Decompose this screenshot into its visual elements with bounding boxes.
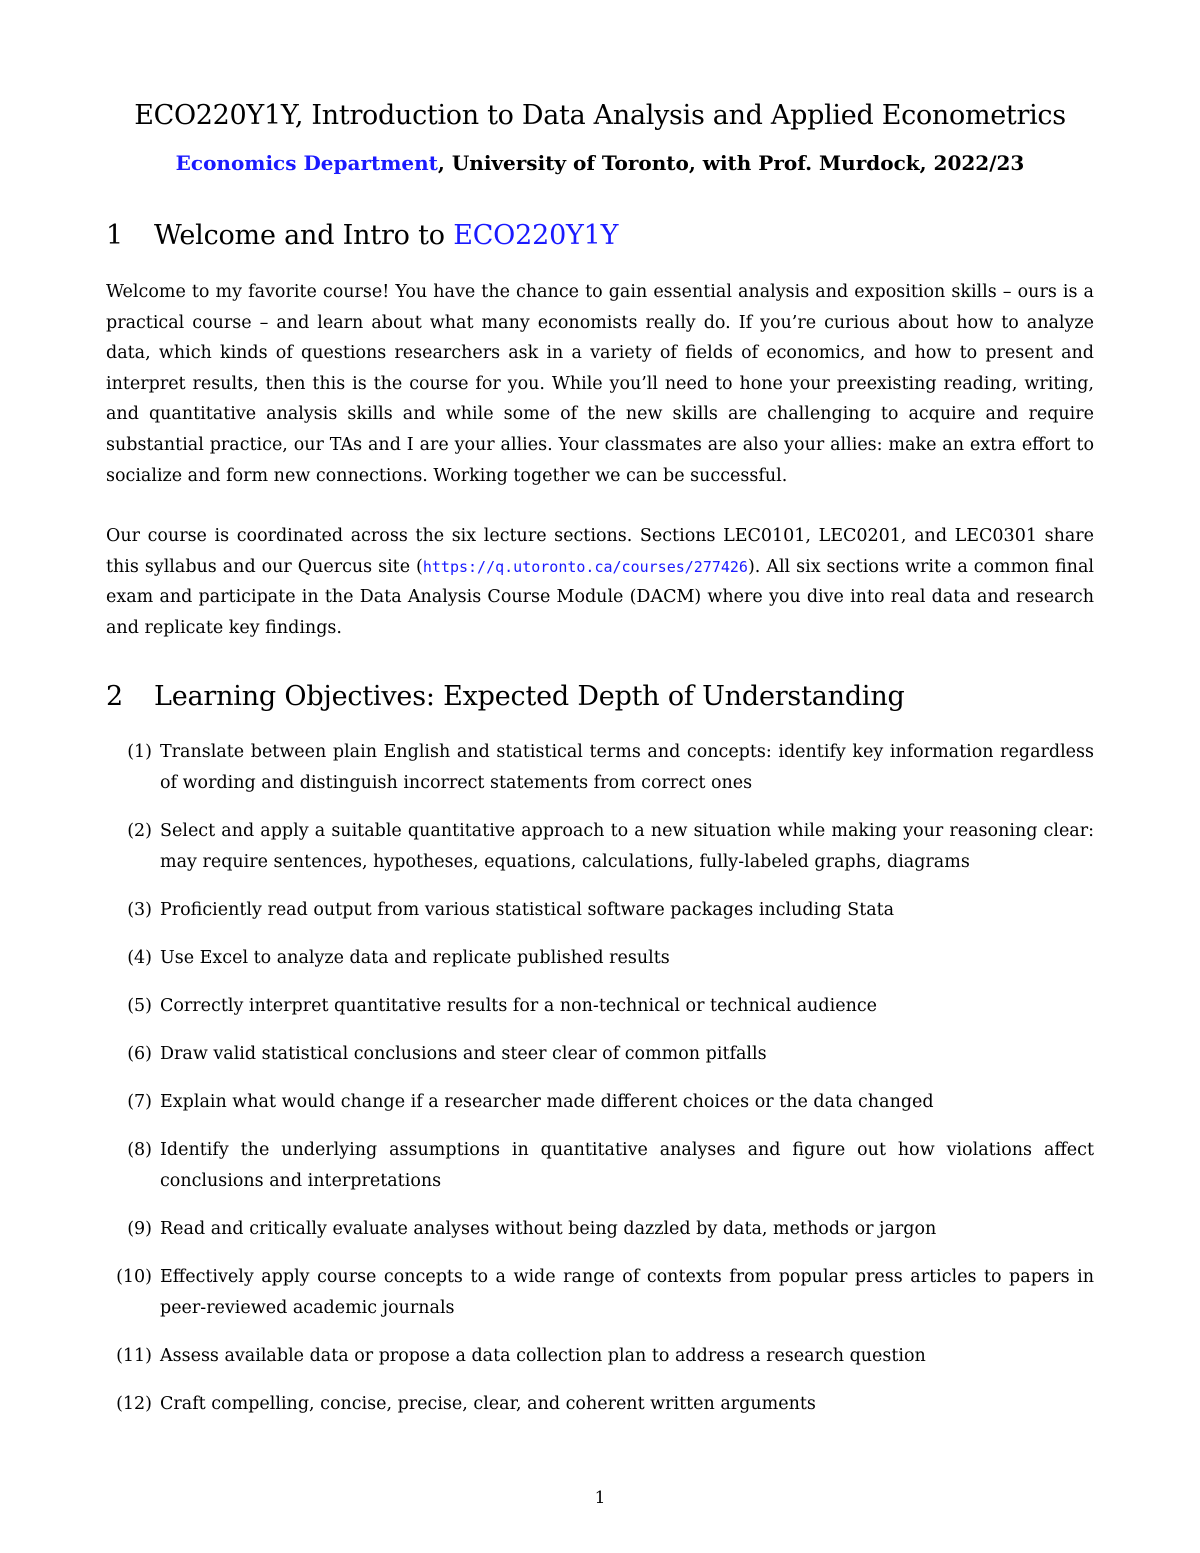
section-2-heading bbox=[106, 681, 905, 712]
document-title: ECO220Y1Y, Introduction to Data Analysis and Applied Econometrics bbox=[134, 100, 1066, 131]
objective-text: Correctly interpret quantitative results for a non-technical or technical audience bbox=[160, 996, 878, 1016]
quercus-url-link[interactable]: https://q.utoronto.ca/courses/277426 bbox=[422, 557, 748, 576]
coordination-text-end: ). All six sections write a common final exam and participate in the Data Analysis Course Module (DACM) where you dive into real data and research and replicate key findings. bbox=[106, 556, 1094, 638]
section-1-number: 1 bbox=[106, 220, 123, 251]
welcome-paragraph: Welcome to my favorite course! You have the chance to gain essential analysis and exposition skills – ours is a practical course – and learn about what many economists really do. If you’re curious about how to analyze data, which kinds of questions researchers ask in a variety of fields of economics, and how to present and interpret results, then this is the course for you. While you’ll need to hone your preexisting reading, writing, and quantitative analysis skills and while some of the new skills are challenging to acquire and require substantial practice, our TAs and I are your allies. Your classmates are also your allies: make an extra effort to socialize and form new connections. Working together we can be successful. bbox=[106, 282, 1094, 486]
objective-number: (3) bbox=[127, 900, 152, 920]
objective-text: Explain what would change if a researcher made different choices or the data changed bbox=[160, 1092, 934, 1112]
coordination-text-start: Our course is coordinated across the six lecture sections. Sections LEC0101, LEC0201, and LEC0301 share this syllabus and our Quercus site ( bbox=[106, 526, 1094, 577]
objective-number: (2) bbox=[127, 821, 152, 841]
objective-number: (5) bbox=[127, 996, 152, 1016]
objective-number: (11) bbox=[116, 1346, 152, 1366]
objective-text: Assess available data or propose a data collection plan to address a research question bbox=[160, 1346, 926, 1366]
document-subtitle bbox=[0, 151, 1200, 175]
coordination-paragraph bbox=[106, 521, 1094, 643]
objective-text: Craft compelling, concise, precise, clear, and coherent written arguments bbox=[160, 1394, 816, 1414]
objective-number: (8) bbox=[127, 1140, 152, 1160]
section-1-title: Welcome and Intro to bbox=[154, 220, 454, 251]
objective-text: Select and apply a suitable quantitative approach to a new situation while making your reasoning clear: may require sentences, hypotheses, equations, calculations, fully-labeled graphs, diagrams bbox=[160, 821, 1094, 872]
objective-number: (10) bbox=[116, 1267, 152, 1287]
section-2-title: Learning Objectives: Expected Depth of Understanding bbox=[154, 681, 905, 712]
objective-text: Effectively apply course concepts to a wide range of contexts from popular press articles to papers in peer-reviewed academic journals bbox=[160, 1267, 1094, 1318]
objective-text: Read and critically evaluate analyses without being dazzled by data, methods or jargon bbox=[160, 1219, 937, 1239]
economics-department-link[interactable]: Economics Department bbox=[175, 151, 438, 175]
objective-number: (6) bbox=[127, 1044, 152, 1064]
course-code-link[interactable]: ECO220Y1Y bbox=[453, 220, 619, 251]
objective-number: (7) bbox=[127, 1092, 152, 1112]
subtitle-rest: , University of Toronto, with Prof. Murdock, 2022/23 bbox=[437, 151, 1025, 175]
objective-text: Draw valid statistical conclusions and steer clear of common pitfalls bbox=[160, 1044, 767, 1064]
section-1-heading bbox=[106, 220, 618, 251]
objective-number: (1) bbox=[127, 742, 152, 762]
objective-text: Use Excel to analyze data and replicate published results bbox=[160, 948, 670, 968]
objective-number: (9) bbox=[127, 1219, 152, 1239]
objective-number: (12) bbox=[116, 1394, 152, 1414]
page-number: 1 bbox=[594, 1488, 606, 1508]
objective-text: Proficiently read output from various statistical software packages including Stata bbox=[160, 900, 895, 920]
objective-text: Identify the underlying assumptions in quantitative analyses and figure out how violations affect conclusions and interpretations bbox=[160, 1140, 1094, 1191]
objective-number: (4) bbox=[127, 948, 152, 968]
section-2-number: 2 bbox=[106, 681, 123, 712]
objective-text: Translate between plain English and statistical terms and concepts: identify key information regardless of wording and distinguish incorrect statements from correct ones bbox=[160, 742, 1094, 793]
